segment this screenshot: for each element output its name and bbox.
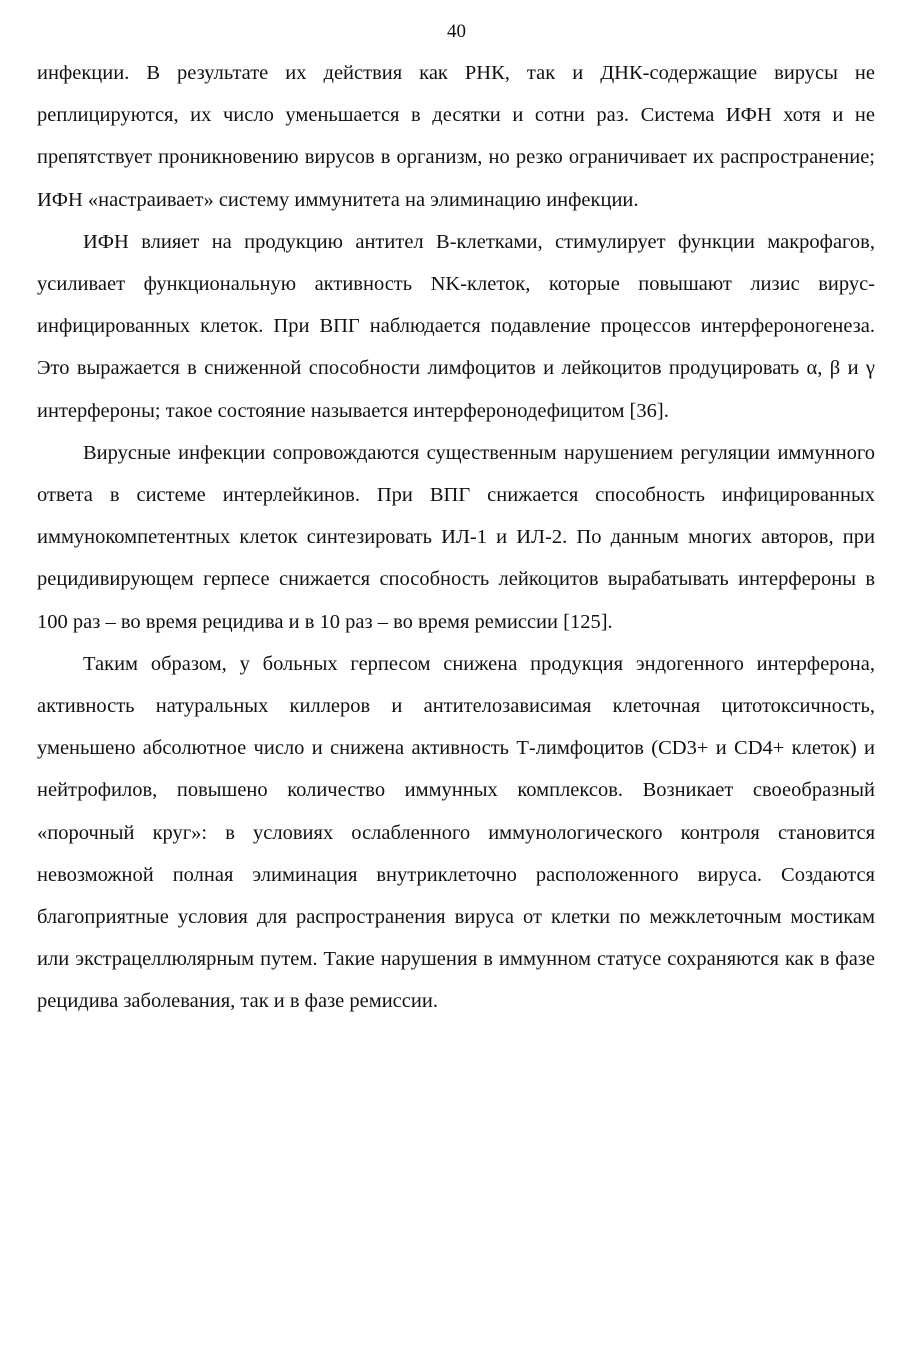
paragraph-interleukins: Вирусные инфекции сопровождаются существенным нарушением регуляции иммунного ответа в системе интерлейкинов. При ВПГ снижается способность инфицированных иммунокомпетентных клеток синтезировать ИЛ-1 и ИЛ-2. По данным многих авторов, при рецидивирующем герпесе снижается способность лейкоцитов вырабатывать интерфероны в 100 раз – во время рецидива и в 10 раз – во время ремиссии [125].: [37, 441, 875, 633]
paragraph-conclusion: Таким образом, у больных герпесом снижена продукция эндогенного интерферона, активность натуральных киллеров и антителозависимая клеточная цитотоксичность, уменьшено абсолютное число и снижена активность Т-лимфоцитов (CD3+ и CD4+ клеток) и нейтрофилов, повышено количество иммунных комплексов. Возникает своеобразный «порочный круг»: в условиях ослабленного иммунологического контроля становится невозможной полная элиминация внутриклеточно расположенного вируса. Создаются благоприятные условия для распространения вируса от клетки по межклеточным мостикам или экстрацеллюлярным путем. Такие нарушения в иммунном статусе сохраняются как в фазе рецидива заболевания, так и в фазе ремиссии.: [37, 652, 875, 1013]
document-body: [37, 52, 875, 1023]
paragraph-ifn-antibodies: ИФН влияет на продукцию антител В-клетками, стимулирует функции макрофагов, усиливает функциональную активность NK-клеток, которые повышают лизис вирус-инфицированных клеток. При ВПГ наблюдается подавление процессов интерфероногенеза. Это выражается в сниженной способности лимфоцитов и лейкоцитов продуцировать α, β и γ интерфероны; такое состояние называется интерферонодефицитом [36].: [37, 230, 875, 422]
paragraph-continuation: инфекции. В результате их действия как РНК, так и ДНК-содержащие вирусы не реплицируются, их число уменьшается в десятки и сотни раз. Система ИФН хотя и не препятствует проникновению вирусов в организм, но резко ограничивает их распространение; ИФН «настраивает» систему иммунитета на элиминацию инфекции.: [37, 62, 875, 211]
page-number: 40: [447, 21, 466, 42]
